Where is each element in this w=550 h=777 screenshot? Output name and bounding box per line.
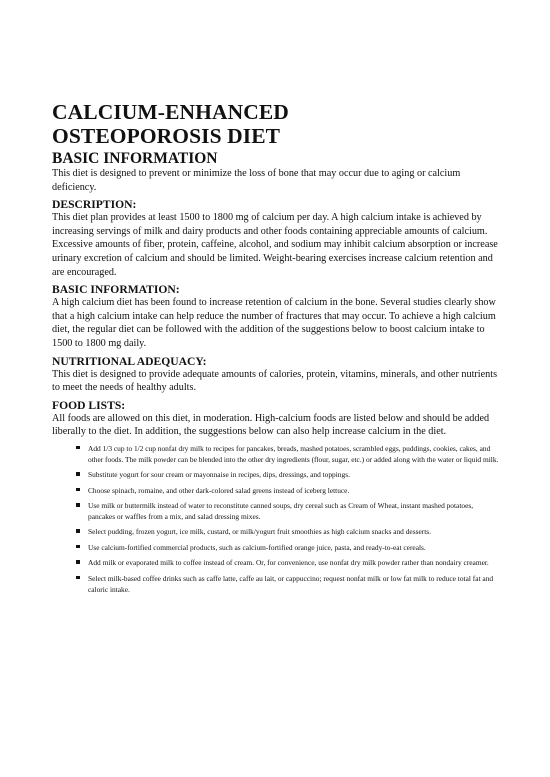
square-bullet-icon xyxy=(76,488,80,492)
description-text: This diet plan provides at least 1500 to 1800 mg of calcium per day. A high calcium intake is achieved by increasing servings of milk and dairy products and other foods containing appreciable amounts of calcium. Excessive amounts of fiber, protein, caffeine, alcohol, and sodium may inhibit calcium absorption or increase urinary excretion of calcium and should be limited. Weight-bearing exercises increase calcium retention and are encouraged. xyxy=(52,212,498,278)
basic-information-2-text: A high calcium diet has been found to increase retention of calcium in the bone. Several studies clearly show that a high calcium intake can help reduce the number of fractures that may occur. To achieve a high calcium diet, the regular diet can be followed with the addition of the suggestions below to boost calcium intake to 1500 to 1800 mg daily. xyxy=(52,297,496,349)
title-line-1: CALCIUM-ENHANCED xyxy=(52,100,289,124)
square-bullet-icon xyxy=(76,560,80,564)
list-item: Use milk or buttermilk instead of water to reconstitute canned soups, dry cereal such as Cream of Wheat, instant mashed potatoes, pancakes or waffles from a mix, and salad dressing mixes. xyxy=(88,500,502,522)
description-heading: DESCRIPTION: xyxy=(52,198,137,212)
square-bullet-icon xyxy=(76,503,80,507)
square-bullet-icon xyxy=(76,446,80,450)
list-item: Select milk-based coffee drinks such as caffe latte, caffe au lait, or cappuccino; request nonfat milk or low fat milk to reduce total fat and caloric intake. xyxy=(88,573,502,595)
list-item: Select pudding, frozen yogurt, ice milk, custard, or milk/yogurt fruit smoothies as high calcium snacks and desserts. xyxy=(88,526,502,537)
list-item: Add milk or evaporated milk to coffee instead of cream. Or, for convenience, use nonfat dry milk powder rather than nondairy creamer. xyxy=(88,557,502,568)
document-page xyxy=(52,100,502,599)
food-lists-heading: FOOD LISTS: xyxy=(52,398,126,412)
basic-information-text: This diet is designed to prevent or minimize the loss of bone that may occur due to aging or calcium deficiency. xyxy=(52,168,461,193)
title-line-2: OSTEOPOROSIS DIET xyxy=(52,124,281,148)
list-item: Choose spinach, romaine, and other dark-colored salad greens instead of iceberg lettuce. xyxy=(88,485,502,496)
square-bullet-icon xyxy=(76,472,80,476)
basic-information-2-heading: BASIC INFORMATION: xyxy=(52,283,180,297)
list-item: Use calcium-fortified commercial products, such as calcium-fortified orange juice, pasta, and ready-to-eat cereals. xyxy=(88,542,502,553)
square-bullet-icon xyxy=(76,529,80,533)
basic-information-heading: BASIC INFORMATION xyxy=(52,150,218,167)
list-item: Substitute yogurt for sour cream or mayonnaise in recipes, dips, dressings, and toppings. xyxy=(88,469,502,480)
nutritional-adequacy-text: This diet is designed to provide adequate amounts of calories, protein, vitamins, minerals, and other nutrients to meet the needs of healthy adults. xyxy=(52,368,498,394)
nutritional-adequacy-heading: NUTRITIONAL ADEQUACY: xyxy=(52,354,207,368)
food-lists-text: All foods are allowed on this diet, in moderation. High-calcium foods are listed below and should be added liberally to the diet. In addition, the suggestions below can also help increase calcium in the diet. xyxy=(52,412,490,438)
food-suggestion-list xyxy=(52,443,502,595)
document-title xyxy=(52,100,502,148)
list-item: Add 1/3 cup to 1/2 cup nonfat dry milk to recipes for pancakes, breads, mashed potatoes, scrambled eggs, puddings, cookies, cakes, and other foods. The milk powder can be blended into the other dry ingredients (flour, sugar, etc.) or added along with the water or liquid milk. xyxy=(88,443,502,465)
square-bullet-icon xyxy=(76,545,80,549)
square-bullet-icon xyxy=(76,576,80,580)
